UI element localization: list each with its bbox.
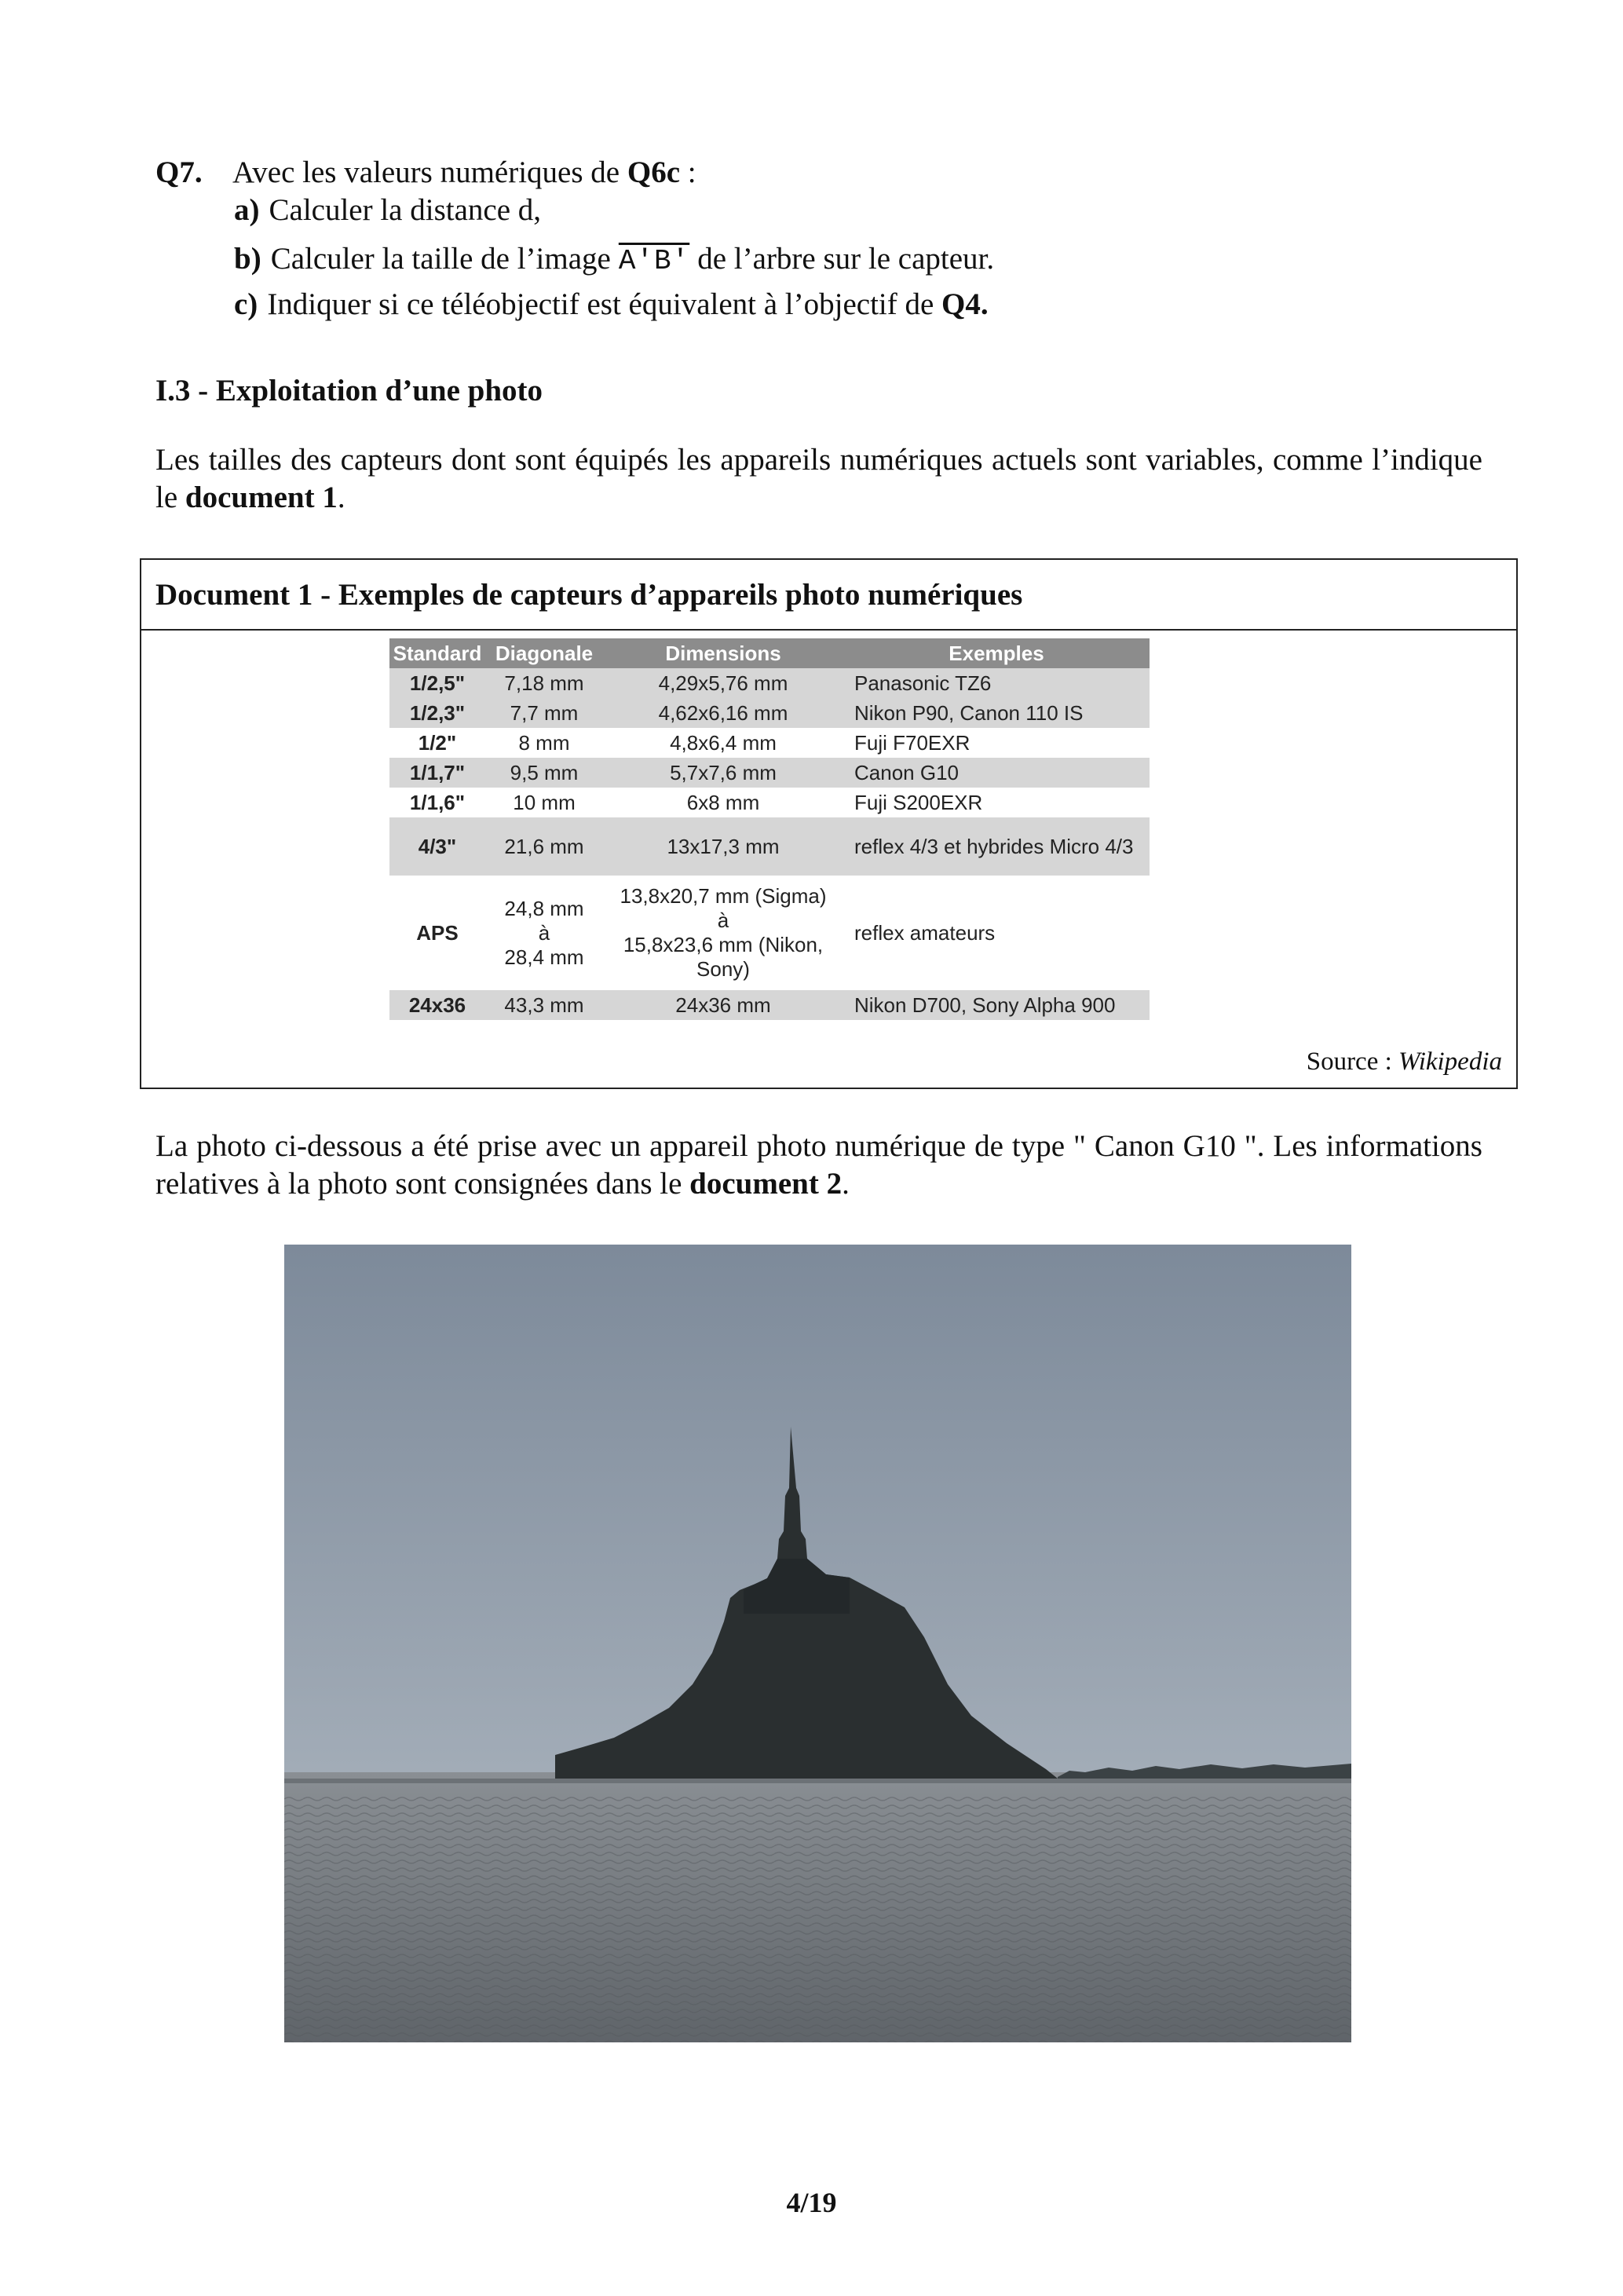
table-row — [389, 817, 1150, 876]
table-row — [389, 698, 1150, 728]
aps-diag-max: 28,4 mm — [504, 945, 584, 969]
table-row — [389, 876, 1150, 990]
header-standard: Standard — [389, 638, 485, 668]
cell-dimensions: 6x8 mm — [603, 788, 843, 817]
cell-exemples: Nikon D700, Sony Alpha 900 — [843, 990, 1150, 1020]
aps-diag-sep: à — [538, 920, 550, 945]
table-row — [389, 788, 1150, 817]
header-dimensions: Dimensions — [603, 638, 843, 668]
photo-illustration — [284, 1245, 1351, 2042]
cell-diagonale: 9,5 mm — [485, 758, 603, 788]
question-b: b) Calculer la taille de l’image A'B' de l’arbre sur le capteur. — [234, 242, 995, 277]
table-row — [389, 990, 1150, 1020]
cell-diagonale — [485, 876, 603, 990]
cell-standard: 1/2" — [389, 728, 485, 758]
cell-exemples: Fuji F70EXR — [843, 728, 1150, 758]
cell-exemples: Canon G10 — [843, 758, 1150, 788]
cell-diagonale: 43,3 mm — [485, 990, 603, 1020]
photo-paragraph: La photo ci-dessous a été prise avec un appareil photo numérique de type " Canon G10 ". Les informations relatives à la photo sont consignées dans le document 2. — [155, 1129, 1482, 1201]
table-row — [389, 668, 1150, 698]
cell-diagonale: 8 mm — [485, 728, 603, 758]
cell-dimensions: 13x17,3 mm — [603, 817, 843, 876]
source-note: Source : Wikipedia — [1306, 1047, 1502, 1076]
cell-dimensions: 24x36 mm — [603, 990, 843, 1020]
aps-diag-min: 24,8 mm — [504, 896, 584, 920]
cell-exemples: Panasonic TZ6 — [843, 668, 1150, 698]
document-1-title: Document 1 - Exemples de capteurs d’appareils photo numériques — [141, 560, 1516, 631]
cell-standard: 1/1,7" — [389, 758, 485, 788]
table-row — [389, 758, 1150, 788]
cell-diagonale: 7,7 mm — [485, 698, 603, 728]
cell-exemples: reflex 4/3 et hybrides Micro 4/3 — [843, 817, 1150, 876]
question-intro: Avec les valeurs numériques de Q6c : — [232, 155, 696, 189]
sand-ripples — [284, 1794, 1351, 2042]
cell-dimensions — [603, 876, 843, 990]
cell-dimensions: 4,62x6,16 mm — [603, 698, 843, 728]
cell-diagonale: 7,18 mm — [485, 668, 603, 698]
page-number: 4/19 — [786, 2187, 837, 2218]
cell-dimensions: 4,29x5,76 mm — [603, 668, 843, 698]
header-diagonale: Diagonale — [485, 638, 603, 668]
section-title: I.3 - Exploitation d’une photo — [155, 374, 543, 408]
table-header-row — [389, 638, 1150, 668]
sensor-table — [389, 638, 1150, 1020]
cell-standard: 4/3" — [389, 817, 485, 876]
table-row — [389, 728, 1150, 758]
cell-standard: 24x36 — [389, 990, 485, 1020]
cell-exemples: Nikon P90, Canon 110 IS — [843, 698, 1150, 728]
aps-dim-max: 15,8x23,6 mm (Nikon, Sony) — [623, 933, 824, 981]
question-a: a) Calculer la distance d, — [234, 193, 542, 227]
cell-exemples: reflex amateurs — [843, 876, 1150, 990]
cell-diagonale: 21,6 mm — [485, 817, 603, 876]
vector-symbol: A'B' — [618, 245, 690, 277]
question-c: c) Indiquer si ce téléobjectif est équivalent à l’objectif de Q4. — [234, 287, 989, 321]
cell-exemples: Fuji S200EXR — [843, 788, 1150, 817]
aps-dim-min: 13,8x20,7 mm (Sigma) — [620, 884, 827, 908]
cell-dimensions: 5,7x7,6 mm — [603, 758, 843, 788]
aps-dim-sep: à — [717, 909, 729, 932]
cell-standard: 1/2,3" — [389, 698, 485, 728]
mont-saint-michel-photo — [284, 1245, 1351, 2042]
cell-standard: APS — [389, 876, 485, 990]
beach-line — [284, 1779, 1351, 1783]
question-number: Q7. — [155, 155, 203, 189]
document-1-box — [140, 558, 1518, 1089]
header-exemples: Exemples — [843, 638, 1150, 668]
cell-dimensions: 4,8x6,4 mm — [603, 728, 843, 758]
cell-diagonale: 10 mm — [485, 788, 603, 817]
intro-paragraph: Les tailles des capteurs dont sont équipés les appareils numériques actuels sont variables, comme l’indique le document 1. — [155, 443, 1482, 514]
cell-standard: 1/2,5" — [389, 668, 485, 698]
cell-standard: 1/1,6" — [389, 788, 485, 817]
